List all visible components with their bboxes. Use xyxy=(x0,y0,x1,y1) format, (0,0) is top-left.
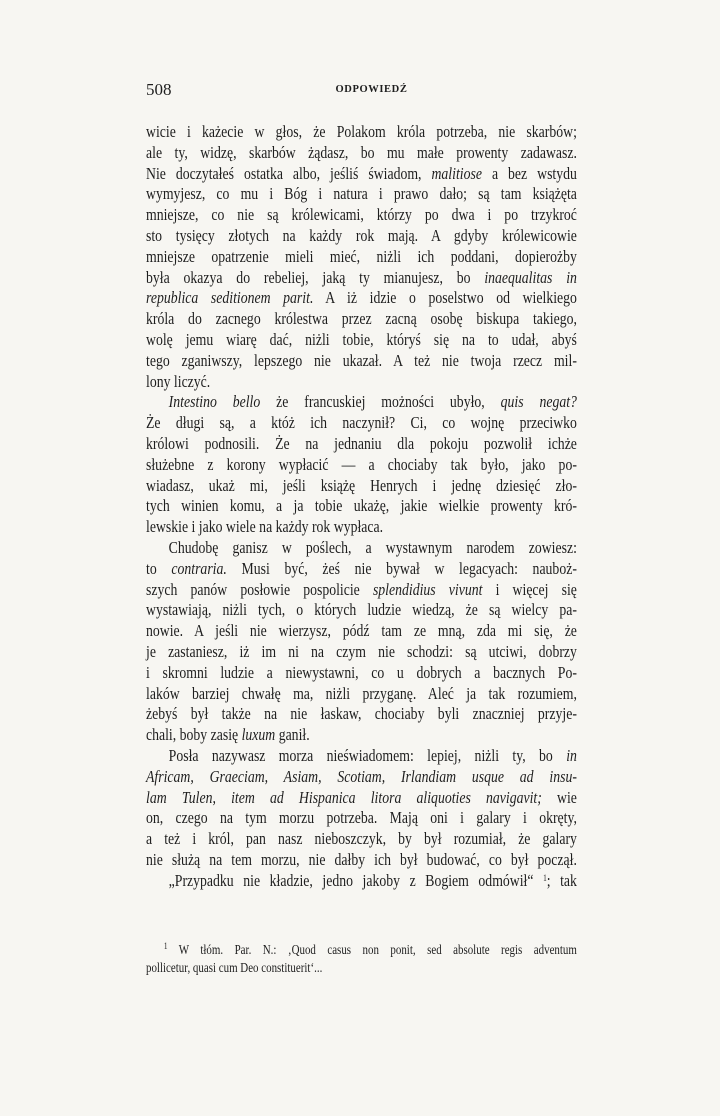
footnotes xyxy=(146,941,577,977)
text-line xyxy=(146,580,577,601)
italic-phrase: Intestino bello xyxy=(168,392,261,412)
footnote-marker: 1 xyxy=(543,872,547,883)
italic-phrase: in xyxy=(566,745,577,765)
text-run: szych panów posłowie pospolicie xyxy=(146,579,373,599)
text-line: służebne z korony wypłacić — a chociaby tak było, jako po- xyxy=(146,454,577,474)
text-line xyxy=(146,288,577,309)
text-run: wie xyxy=(541,787,577,807)
italic-phrase: lam Tulen, item ad Hispanica litora aliquoties navigavit; xyxy=(146,787,542,807)
text-run: ganił. xyxy=(275,725,310,745)
text-run: i więcej się xyxy=(482,579,577,599)
text-run: a bez wstydu xyxy=(481,163,577,183)
text-line xyxy=(146,871,577,892)
text-line: i skromni ludzie a niewystawni, co u dobrych a bacznych Po- xyxy=(146,662,577,682)
text-run: Nie doczytałeś ostatka albo, jeśliś świadom, xyxy=(146,163,432,183)
italic-phrase: inaequalitas in xyxy=(484,267,577,287)
text-line: Chudobę ganisz w poślech, a wystawnym narodem zowiesz: xyxy=(168,537,577,557)
text-line: wiadasz, ukaż mi, jeśli książę Henrych i jednę dziesięć zło- xyxy=(146,475,577,495)
italic-phrase: splendidius vivunt xyxy=(372,579,483,599)
text-line: ale ty, widzę, skarbów żądasz, bo mu małe prowenty zadawasz. xyxy=(146,142,577,162)
text-line: wolę jemu wiarę dać, niżli tobie, któryś się na to udał, abyś xyxy=(146,329,577,349)
text-line: mniejsze, co nie są królewicami, którzy po dwa i po trzykroć xyxy=(146,205,577,225)
text-run: że francuskiej możności ubyło, xyxy=(260,392,501,412)
page-header xyxy=(146,80,577,102)
text-line: wystawiają, niżli tych, o których ludzie wiedzą, że są wielcy pa- xyxy=(146,600,577,620)
text-line xyxy=(146,788,577,809)
text-run: Musi być, żeś nie bywał w legacyach: nauboż- xyxy=(226,558,577,578)
text-line xyxy=(146,559,577,580)
text-run: była okazya do rebeliej, jaką ty mianujesz, bo xyxy=(146,267,485,287)
footnote-marker: 1 xyxy=(163,941,168,951)
text-line: tego zganiwszy, lepszego nie ukazał. A też nie twoja rzecz mil- xyxy=(146,350,577,370)
text-line: wymyjesz, co mu i Bóg i natura i prawo dało; są tam książęta xyxy=(146,184,577,204)
page-number: 508 xyxy=(146,80,172,99)
text-run: W tłóm. Par. N.: ‚Quod casus non ponit, sed absolute regis adventum xyxy=(167,942,577,957)
text-run: A iż idzie o poselstwo od wielkiego xyxy=(313,288,577,308)
italic-phrase: malitiose xyxy=(431,163,482,183)
text-line: sto tysięcy złotych na każdy rok mają. A gdyby królewicowie xyxy=(146,225,577,245)
text-line: Że długi są, a któż ich naczynił? Ci, co wojnę przeciwko xyxy=(146,413,577,433)
text-line: on, czego na tym morzu potrzeba. Mają oni i galary i okręty, xyxy=(146,808,577,828)
text-line: żebyś był także na nie łaskaw, chociaby byli znaczniej przyje- xyxy=(146,704,577,724)
text-run: Posła nazywasz morza nieświadomem: lepiej, niżli ty, bo xyxy=(168,745,567,765)
italic-phrase: republica seditionem parit. xyxy=(146,288,314,308)
italic-phrase: Africam, Graeciam, Asiam, Scotiam, Irlandiam usque ad insu- xyxy=(146,766,577,786)
text-line xyxy=(146,392,577,413)
text-line: lony liczyć. xyxy=(146,371,211,391)
italic-phrase: contraria. xyxy=(171,558,227,578)
text-line xyxy=(146,767,577,788)
italic-phrase: quis negat? xyxy=(500,392,577,412)
text-line: je zastaniesz, iż im ni na czym nie schodzi: są utciwi, dobrzy xyxy=(146,641,577,661)
text-line: lewskie i jako wiele na każdy rok wypłaca. xyxy=(146,517,384,537)
text-line: tych winien komu, a ja tobie ukażę, jakie wielkie prowenty kró- xyxy=(146,496,577,516)
body-text xyxy=(146,122,577,891)
text-run: „Przypadku nie kładzie, jedno jakoby z Bogiem odmówił“ xyxy=(168,870,544,890)
text-line xyxy=(146,725,577,746)
text-line: nowie. A jeśli nie wierzysz, pódź tam ze mną, zda mi się, że xyxy=(146,621,577,641)
text-line xyxy=(146,268,577,289)
italic-phrase: luxum xyxy=(241,725,276,745)
footnote-line: pollicetur, quasi cum Deo constituerit‘... xyxy=(146,960,323,975)
text-line: mniejsze opatrzenie mieli mieć, niżli ich poddani, dopierożby xyxy=(146,246,577,266)
text-line xyxy=(146,746,577,767)
text-run: to xyxy=(146,558,172,578)
text-line: królowi podnosili. Że na jednaniu dla pokoju pozwolił ichże xyxy=(146,433,577,453)
text-line: króla do zacnego królestwa przez zacną osobę biskupa takiego, xyxy=(146,309,577,329)
footnote-line xyxy=(146,941,577,959)
text-run: ; tak xyxy=(546,870,577,890)
text-line: laków barziej chwałę ma, niżli przyganę. Aleć ja tak rozumiem, xyxy=(146,683,577,703)
running-head: ODPOWIEDŹ xyxy=(335,84,408,95)
text-line: a też i król, pan nasz nieboszczyk, by był rozumiał, że galary xyxy=(146,829,577,849)
text-line: nie służą na tem morzu, nie dałby ich był budować, co był począł. xyxy=(146,849,577,869)
text-line: wicie i każecie w głos, że Polakom króla potrzeba, nie skarbów; xyxy=(146,122,577,141)
text-run: chali, boby zasię xyxy=(146,725,242,745)
text-line xyxy=(146,164,577,185)
